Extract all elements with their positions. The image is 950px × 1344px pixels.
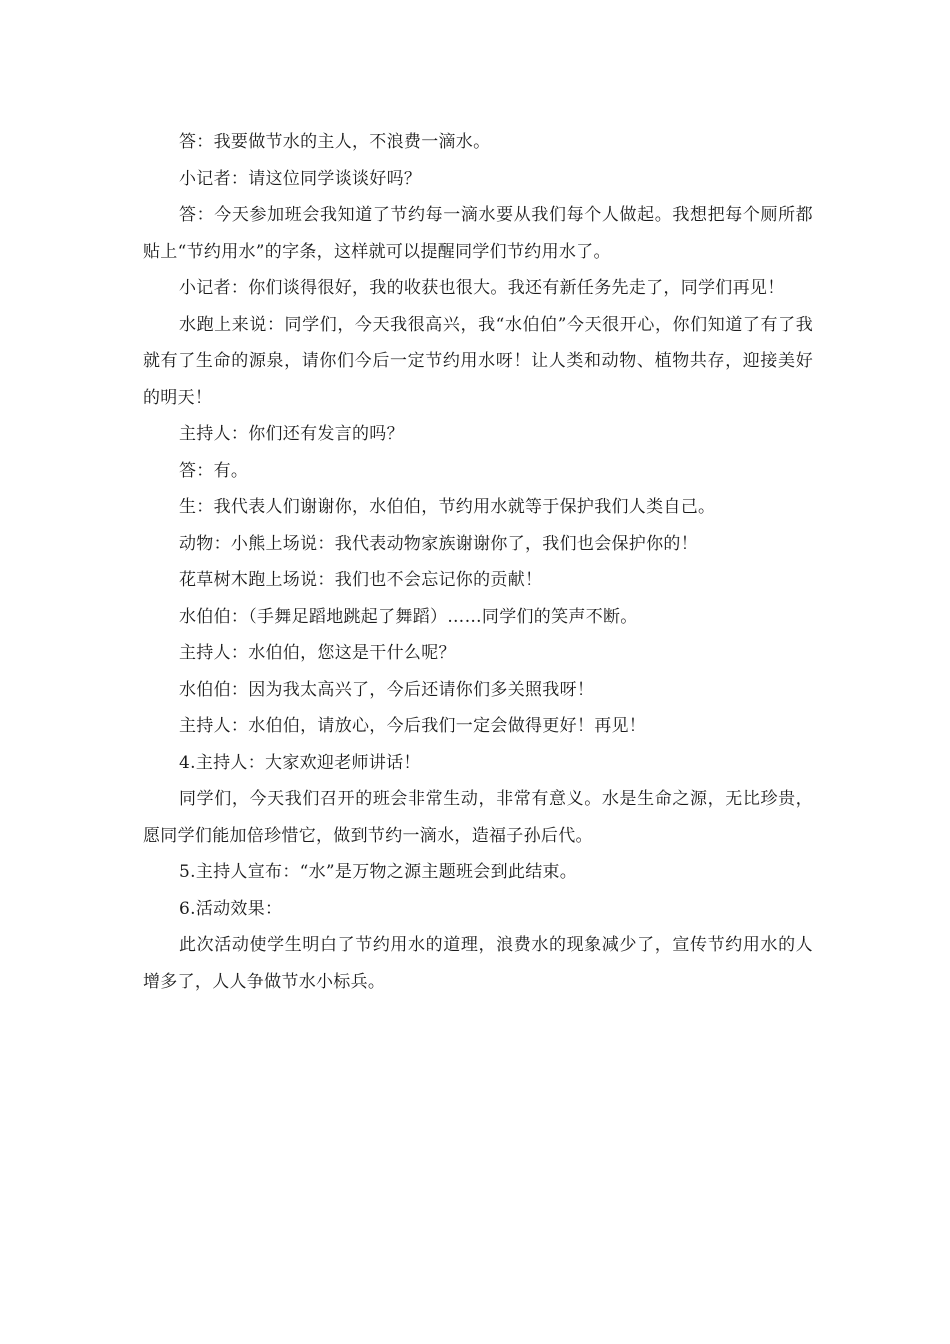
paragraph: 生：我代表人们谢谢你，水伯伯，节约用水就等于保护我们人类自己。 [179, 497, 716, 517]
paragraph: 花草树木跑上场说：我们也不会忘记你的贡献！ [179, 570, 543, 590]
paragraph: 小记者：你们谈得很好，我的收获也很大。我还有新任务先走了，同学们再见！ [179, 278, 785, 298]
paragraph: 答：有。 [179, 460, 249, 481]
paragraph: 答：今天参加班会我知道了节约每一滴水要从我们每个人做起。我想把每个厕所都贴上“节约用水”的字条，这样就可以提醒同学们节约用水了。 [143, 205, 813, 262]
paragraph: 主持人：水伯伯，请放心，今后我们一定会做得更好！再见！ [179, 716, 647, 736]
paragraph: 答：我要做节水的主人，不浪费一滴水。 [179, 132, 491, 152]
paragraph: 水跑上来说：同学们，今天我很高兴，我“水伯伯”今天很开心，你们知道了有了我就有了生命的源泉，请你们今后一定节约用水呀！让人类和动物、植物共存，迎接美好的明天！ [143, 314, 813, 408]
paragraph: 同学们，今天我们召开的班会非常生动，非常有意义。水是生命之源，无比珍贵，愿同学们能加倍珍惜它，做到节约一滴水，造福子孙后代。 [143, 789, 813, 846]
paragraph: 水伯伯：（手舞足蹈地跳起了舞蹈）……同学们的笑声不断。 [179, 606, 638, 627]
paragraph: 此次活动使学生明白了节约用水的道理，浪费水的现象减少了，宣传节约用水的人增多了，人人争做节水小标兵。 [143, 935, 813, 992]
paragraph: 小记者：请这位同学谈谈好吗？ [179, 168, 422, 189]
paragraph: 6.活动效果： [179, 898, 283, 919]
paragraph: 主持人：你们还有发言的吗？ [179, 424, 404, 444]
paragraph: 动物：小熊上场说：我代表动物家族谢谢你了，我们也会保护你的！ [179, 533, 698, 554]
paragraph: 5.主持人宣布：“水”是万物之源主题班会到此结束。 [179, 862, 578, 882]
paragraph: 4.主持人：大家欢迎老师讲话！ [179, 752, 421, 773]
paragraph: 水伯伯：因为我太高兴了，今后还请你们多关照我呀！ [179, 679, 595, 700]
document-body [143, 124, 813, 1000]
paragraph: 主持人：水伯伯，您这是干什么呢？ [179, 643, 456, 663]
